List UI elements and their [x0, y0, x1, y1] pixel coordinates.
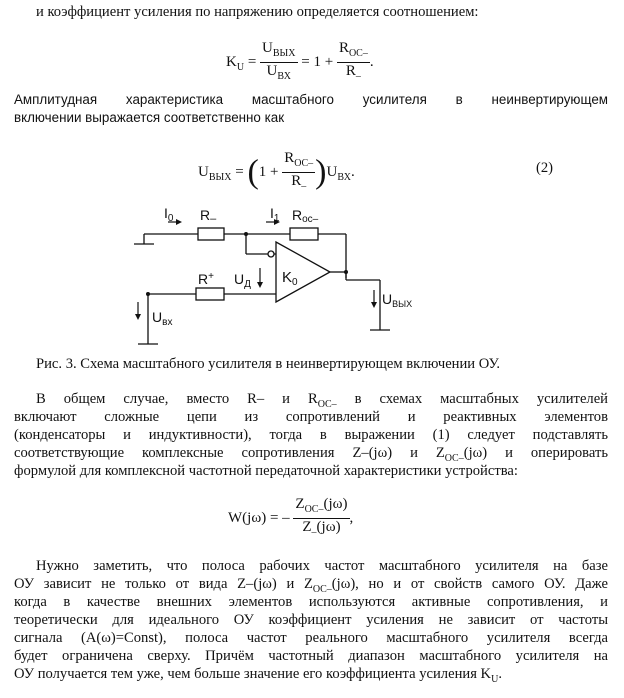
fraction: [293, 496, 349, 541]
eq-symbol: U: [262, 40, 273, 56]
node-dot: [244, 232, 248, 236]
eq-sub: –: [311, 527, 317, 538]
eq-symbol: R: [284, 150, 295, 166]
eq-symbol: Z: [302, 519, 312, 535]
text-span: (jω) и оперировать: [463, 445, 608, 461]
paren-open: (: [247, 153, 259, 191]
eq-sign: =: [235, 163, 244, 180]
eq-symbol: Z: [295, 496, 305, 512]
label-uout: $U_{ВЫХ}$: [382, 291, 413, 309]
text-line: включают сложные цепи из сопротивлений и реактивных элементов: [14, 409, 608, 425]
eq-symbol: R: [338, 40, 349, 56]
eq-sign: ,: [349, 509, 354, 526]
text-sub: OC–: [312, 583, 332, 595]
text-line: формулой для комплексной частотной передаточной характеристики устройства:: [14, 463, 518, 479]
label-i0: $I_0$: [164, 205, 174, 224]
eq-sign: .: [350, 163, 355, 180]
eq-sub: ВХ: [277, 71, 292, 82]
equation-number: (2): [536, 160, 554, 176]
text-line: сигнала (A(ω)=Const), полоса частот реального масштабного усилителя всегда: [14, 630, 608, 646]
resistor-r-oc: [290, 228, 318, 240]
text-line: Нужно заметить, что полоса рабочих частот масштабного усилителя на базе: [36, 558, 608, 574]
label-r-minus: R–: [200, 207, 217, 225]
text-line: и коэффициент усиления по напряжению определяется соотношением:: [36, 4, 479, 20]
fraction: [260, 40, 297, 85]
text-span: в схемах масштабных усилителей: [336, 391, 608, 407]
node-dot: [146, 292, 150, 296]
eq-sub: ВЫХ: [208, 171, 232, 183]
equation-w: [228, 496, 353, 541]
eq-symbol: (jω): [316, 519, 341, 535]
eq-sign: 1 +: [258, 163, 279, 180]
eq-sub: –: [355, 71, 361, 82]
text-span: (jω), но и от свойств самого ОУ. Даже: [331, 576, 608, 592]
text-line: будет ограничена сверху. Причём частотный диапазон масштабного усилителя на: [14, 648, 608, 664]
equation-uout: [198, 150, 355, 195]
text-line: Амплитудная характеристика масштабного усилителя в неинвертирующем: [14, 92, 608, 107]
eq-sub: OC–: [294, 158, 314, 169]
figure-caption: Рис. 3. Схема масштабного усилителя в неинвертирующем включении ОУ.: [36, 356, 501, 372]
text-line: когда в качестве внешних элементов используются активные сопротивления, и: [14, 594, 608, 610]
fraction: [282, 150, 315, 195]
text-line: [14, 665, 608, 689]
resistor-r-plus: [196, 288, 224, 300]
text-line: теоретически для идеального ОУ коэффициент усиления не зависит от частоты: [14, 612, 608, 628]
eq-sub: ВХ: [337, 171, 351, 183]
resistor-r-minus: [198, 228, 224, 240]
fraction: [337, 40, 370, 85]
circuit-diagram: [130, 198, 460, 350]
label-i1: $I_1$: [270, 205, 280, 224]
paren-close: ): [315, 153, 327, 191]
text-sub: OC–: [317, 398, 337, 410]
label-k0: $K_0$: [282, 269, 298, 288]
node-dot: [344, 270, 348, 274]
text-span: соответствующие комплексные сопротивления Z–(jω) и Z: [14, 445, 445, 461]
eq-symbol: R: [345, 63, 356, 79]
eq-sub: OC–: [348, 48, 368, 59]
eq-sub: –: [301, 181, 307, 192]
eq-sign: =: [247, 53, 257, 70]
eq-symbol: U: [266, 63, 278, 79]
eq-sub: ВЫХ: [272, 48, 296, 59]
text-sub: OC–: [444, 452, 464, 464]
eq-sign: .: [369, 53, 374, 70]
eq-symbol: R: [291, 173, 302, 189]
eq-sign: = 1 +: [301, 53, 334, 70]
text-span: ОУ зависит не только от вида Z–(jω) и Z: [14, 576, 313, 592]
eq-symbol: K: [226, 53, 237, 70]
text-line: включении выражается соответственно как: [14, 110, 285, 125]
eq-symbol: (jω): [323, 496, 348, 512]
eq-sub: OC–: [304, 504, 324, 515]
eq-sub: U: [236, 61, 245, 73]
eq-symbol: U: [326, 163, 338, 180]
label-uin: $U_{вх}$: [152, 309, 173, 328]
label-r-plus: R+: [198, 271, 214, 287]
eq-symbol: W(jω) = –: [228, 509, 290, 526]
label-r-oc: Roc–: [292, 207, 319, 225]
inverting-input-circle: [268, 251, 274, 257]
text-span: .: [498, 666, 502, 682]
label-ud: $U_Д$: [234, 271, 251, 290]
text-span: ОУ получается тем уже, чем больше значение его коэффициента усиления K: [14, 666, 492, 682]
text-sub: U: [491, 673, 499, 685]
equation-ku: [226, 40, 374, 85]
text-span: В общем случае, вместо R– и R: [36, 391, 318, 407]
text-line: (конденсаторы и индуктивности), тогда в выражении (1) следует подставлять: [14, 427, 608, 443]
eq-symbol: U: [198, 163, 209, 180]
